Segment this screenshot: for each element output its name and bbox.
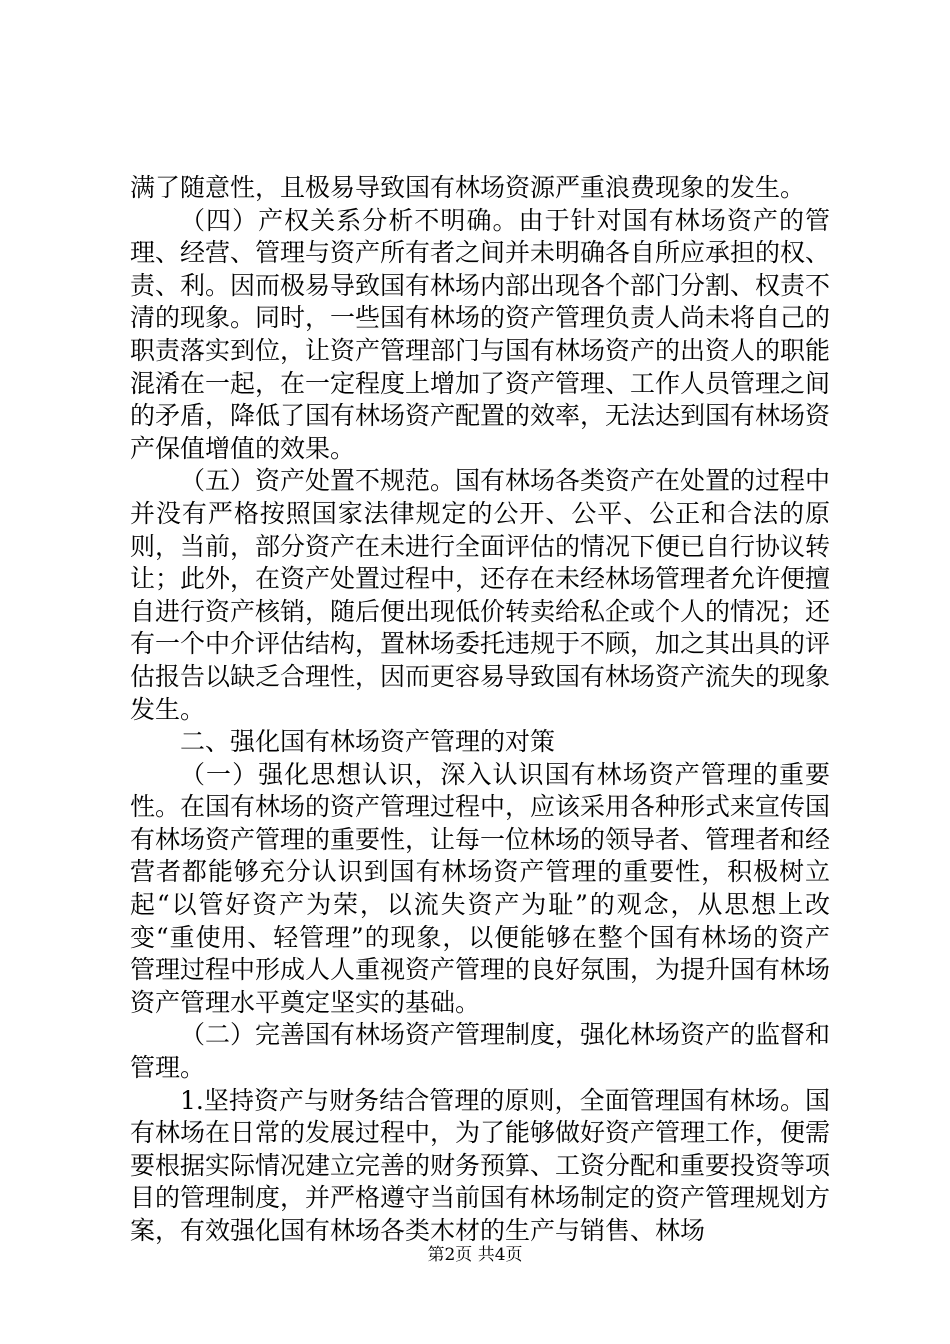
page-footer (0, 1244, 950, 1266)
paragraph-asset-finance: 1.坚持资产与财务结合管理的原则，全面管理国有林场。国有林场在日常的发展过程中，为了能够做好资产管理工作，便需要根据实际情况建立完善的财务预算、工资分配和重要投资等项目的管理制度，并严格遵守当前国有林场制定的资产管理规划方案，有效强化国有林场各类木材的生产与销售、林场 (130, 1085, 831, 1245)
page-number-label: 第2页 共4页 (427, 1245, 523, 1265)
section-heading-countermeasures: 二、强化国有林场资产管理的对策 (180, 727, 556, 757)
paragraph-continuation: 满了随意性，且极易导致国有林场资源严重浪费现象的发生。 (130, 173, 806, 202)
paragraph-asset-disposal: （五）资产处置不规范。国有林场各类资产在处置的过程中并没有严格按照国家法律规定的公开、公平、公正和合法的原则，当前，部分资产在未进行全面评估的情况下便已自行协议转让；此外，在资产处置过程中，还存在未经林场管理者允许便擅自进行资产核销，随后便出现低价转卖给私企或个人的情况；还有一个中介评估结构，置林场委托违规于不顾，加之其出具的评估报告以缺乏合理性，因而更容易导致国有林场资产流失的现象发生。 (130, 466, 831, 724)
paragraph-management-system: （二）完善国有林场资产管理制度，强化林场资产的监督和管理。 (130, 1020, 831, 1083)
document-body (130, 172, 830, 1248)
paragraph-awareness: （一）强化思想认识，深入认识国有林场资产管理的重要性。在国有林场的资产管理过程中，应该采用各种形式来宣传国有林场资产管理的重要性，让每一位林场的领导者、管理者和经营者都能够充分认识到国有林场资产管理的重要性，积极树立起“以管好资产为荣，以流失资产为耻”的观念，从思想上改变“重使用、轻管理”的现象，以便能够在整个国有林场的资产管理过程中形成人人重视资产管理的良好氛围，为提升国有林场资产管理水平奠定坚实的基础。 (130, 759, 831, 1017)
paragraph-property-rights: （四）产权关系分析不明确。由于针对国有林场资产的管理、经营、管理与资产所有者之间并未明确各自所应承担的权、责、利。因而极易导致国有林场内部出现各个部门分割、权责不清的现象。同时，一些国有林场的资产管理负责人尚未将自己的职责落实到位，让资产管理部门与国有林场资产的出资人的职能混淆在一起，在一定程度上增加了资产管理、工作人员管理之间的矛盾，降低了国有林场资产配置的效率，无法达到国有林场资产保值增值的效果。 (130, 205, 831, 463)
